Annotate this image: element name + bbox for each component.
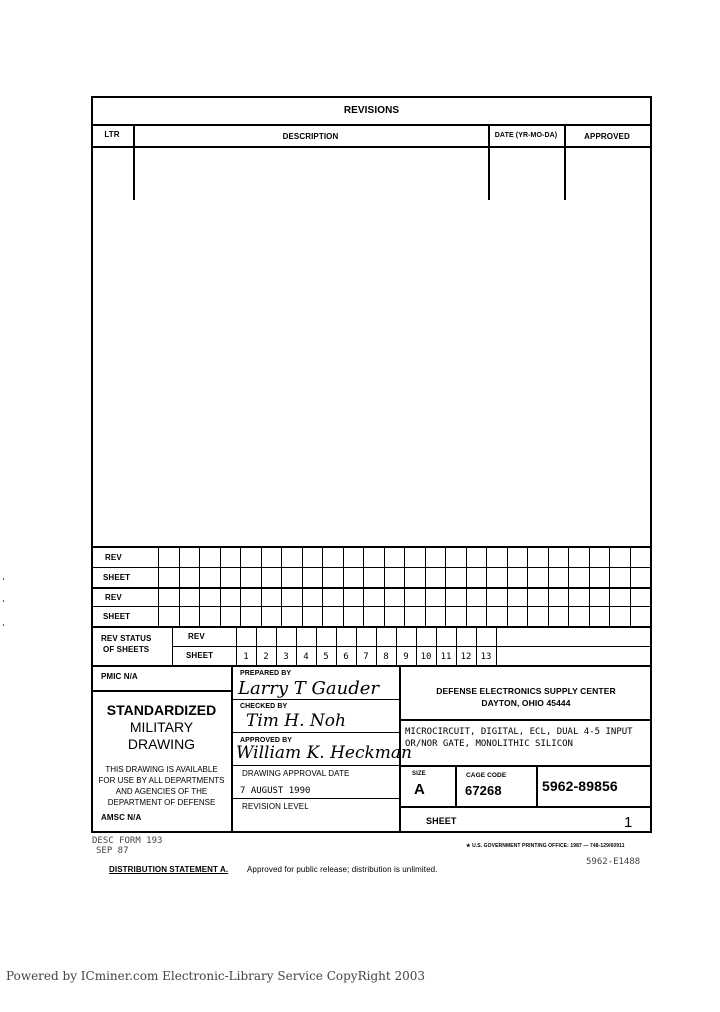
amsc-label: AMSC N/A: [101, 813, 142, 822]
col-description: DESCRIPTION: [282, 132, 339, 141]
sheet-label-2: SHEET: [103, 612, 131, 621]
cage-label: CAGE CODE: [466, 772, 507, 779]
agency-line-1: DEFENSE ELECTRONICS SUPPLY CENTER: [436, 686, 616, 696]
sheet-number: 4: [303, 652, 309, 662]
gpo-note: ★ U.S. GOVERNMENT PRINTING OFFICE: 1987 — 748-129/60911: [466, 843, 625, 849]
sheet-number: 11: [440, 652, 452, 662]
grid-line: [568, 546, 569, 626]
col-date: DATE (YR-MO-DA): [494, 132, 558, 139]
grid-line: [404, 546, 405, 626]
std-line-2: MILITARY: [129, 719, 194, 735]
powered-by-text: Powered by ICminer.com Electronic-Library Service CopyRight 2003: [6, 969, 426, 983]
approval-date-value: 7 AUGUST 1990: [240, 786, 311, 796]
grid-line: [302, 546, 303, 626]
grid-line: [445, 546, 446, 626]
checked-by-label: CHECKED BY: [240, 703, 288, 710]
sheet-number: 10: [420, 652, 432, 662]
sheet-label-title: SHEET: [426, 816, 457, 826]
grid-line: [466, 546, 467, 626]
title-line-2: OR/NOR GATE, MONOLITHIC SILICON: [405, 739, 573, 749]
form-line-1: DESC FORM 193: [92, 836, 163, 846]
rev-label-1: REV: [105, 553, 122, 562]
form-line-2: SEP 87: [96, 846, 129, 856]
drawing-number: 5962-89856: [542, 778, 618, 794]
rev-status-label: REV STATUS: [101, 634, 152, 643]
avail-line-1: THIS DRAWING IS AVAILABLE: [105, 765, 218, 774]
of-sheets-label: OF SHEETS: [103, 645, 150, 654]
grid-line: [486, 546, 487, 626]
sheet-label-3: SHEET: [186, 651, 214, 660]
distribution-text: Approved for public release; distribution is unlimited.: [247, 865, 438, 874]
std-line-3: DRAWING: [127, 736, 196, 752]
grid-line: [322, 546, 323, 626]
sheet-number: 3: [283, 652, 289, 662]
sheet-number: 1: [243, 652, 249, 662]
checked-signature: Tim H. Noh: [246, 711, 346, 731]
sheet-number: 12: [460, 652, 472, 662]
pmic-label: PMIC N/A: [101, 672, 138, 681]
grid-line: [496, 626, 497, 666]
size-value: A: [414, 781, 425, 798]
rev-label-3: REV: [188, 632, 205, 641]
size-label: SIZE: [412, 771, 426, 777]
grid-line: [281, 546, 282, 626]
sheet-number: 13: [480, 652, 492, 662]
sheet-number: 7: [363, 652, 369, 662]
avail-line-2: FOR USE BY ALL DEPARTMENTS: [98, 776, 225, 785]
grid-line: [507, 546, 508, 626]
availability-note: [91, 764, 232, 808]
std-line-1: STANDARDIZED: [106, 702, 217, 718]
sheet-number: 6: [343, 652, 349, 662]
revision-level-label: REVISION LEVEL: [242, 802, 309, 811]
approved-signature: William K. Heckman: [236, 743, 413, 763]
grid-line: [343, 546, 344, 626]
avail-line-4: DEPARTMENT OF DEFENSE: [107, 798, 216, 807]
grid-line: [199, 546, 200, 626]
grid-line: [425, 546, 426, 626]
grid-line: [548, 546, 549, 626]
rev-label-2: REV: [105, 593, 122, 602]
grid-line: [630, 546, 631, 626]
agency-line-2: DAYTON, OHIO 45444: [481, 698, 571, 708]
sheet-value: 1: [624, 814, 633, 831]
grid-line: [220, 546, 221, 626]
scan-mark: [3, 600, 4, 602]
title-line-1: MICROCIRCUIT, DIGITAL, ECL, DUAL 4-5 INPUT: [405, 727, 633, 737]
approved-by-label: APPROVED BY: [240, 737, 293, 744]
approval-date-label: DRAWING APPROVAL DATE: [242, 769, 350, 778]
scan-mark: [3, 578, 4, 580]
col-approved: APPROVED: [584, 132, 630, 141]
distribution-label: DISTRIBUTION STATEMENT A.: [109, 865, 229, 874]
sheet-number: 9: [403, 652, 409, 662]
grid-line: [179, 546, 180, 626]
grid-line: [589, 546, 590, 626]
cage-value: 67268: [465, 783, 502, 798]
grid-line: [240, 546, 241, 626]
sheet-number: 5: [323, 652, 329, 662]
grid-line: [363, 546, 364, 626]
sheet-label-1: SHEET: [103, 573, 131, 582]
doc-code: 5962-E1488: [586, 857, 641, 867]
revisions-title: REVISIONS: [343, 105, 400, 116]
grid-line: [261, 546, 262, 626]
avail-line-3: AND AGENCIES OF THE: [115, 787, 208, 796]
sheet-number: 2: [263, 652, 269, 662]
grid-line: [609, 546, 610, 626]
col-ltr: LTR: [104, 130, 120, 139]
grid-line: [527, 546, 528, 626]
std-title: [91, 702, 232, 753]
grid-line: [384, 546, 385, 626]
prepared-by-label: PREPARED BY: [240, 670, 292, 677]
scan-mark: [3, 624, 4, 626]
prepared-signature: Larry T Gauder: [238, 678, 379, 699]
sheet-number: 8: [383, 652, 389, 662]
